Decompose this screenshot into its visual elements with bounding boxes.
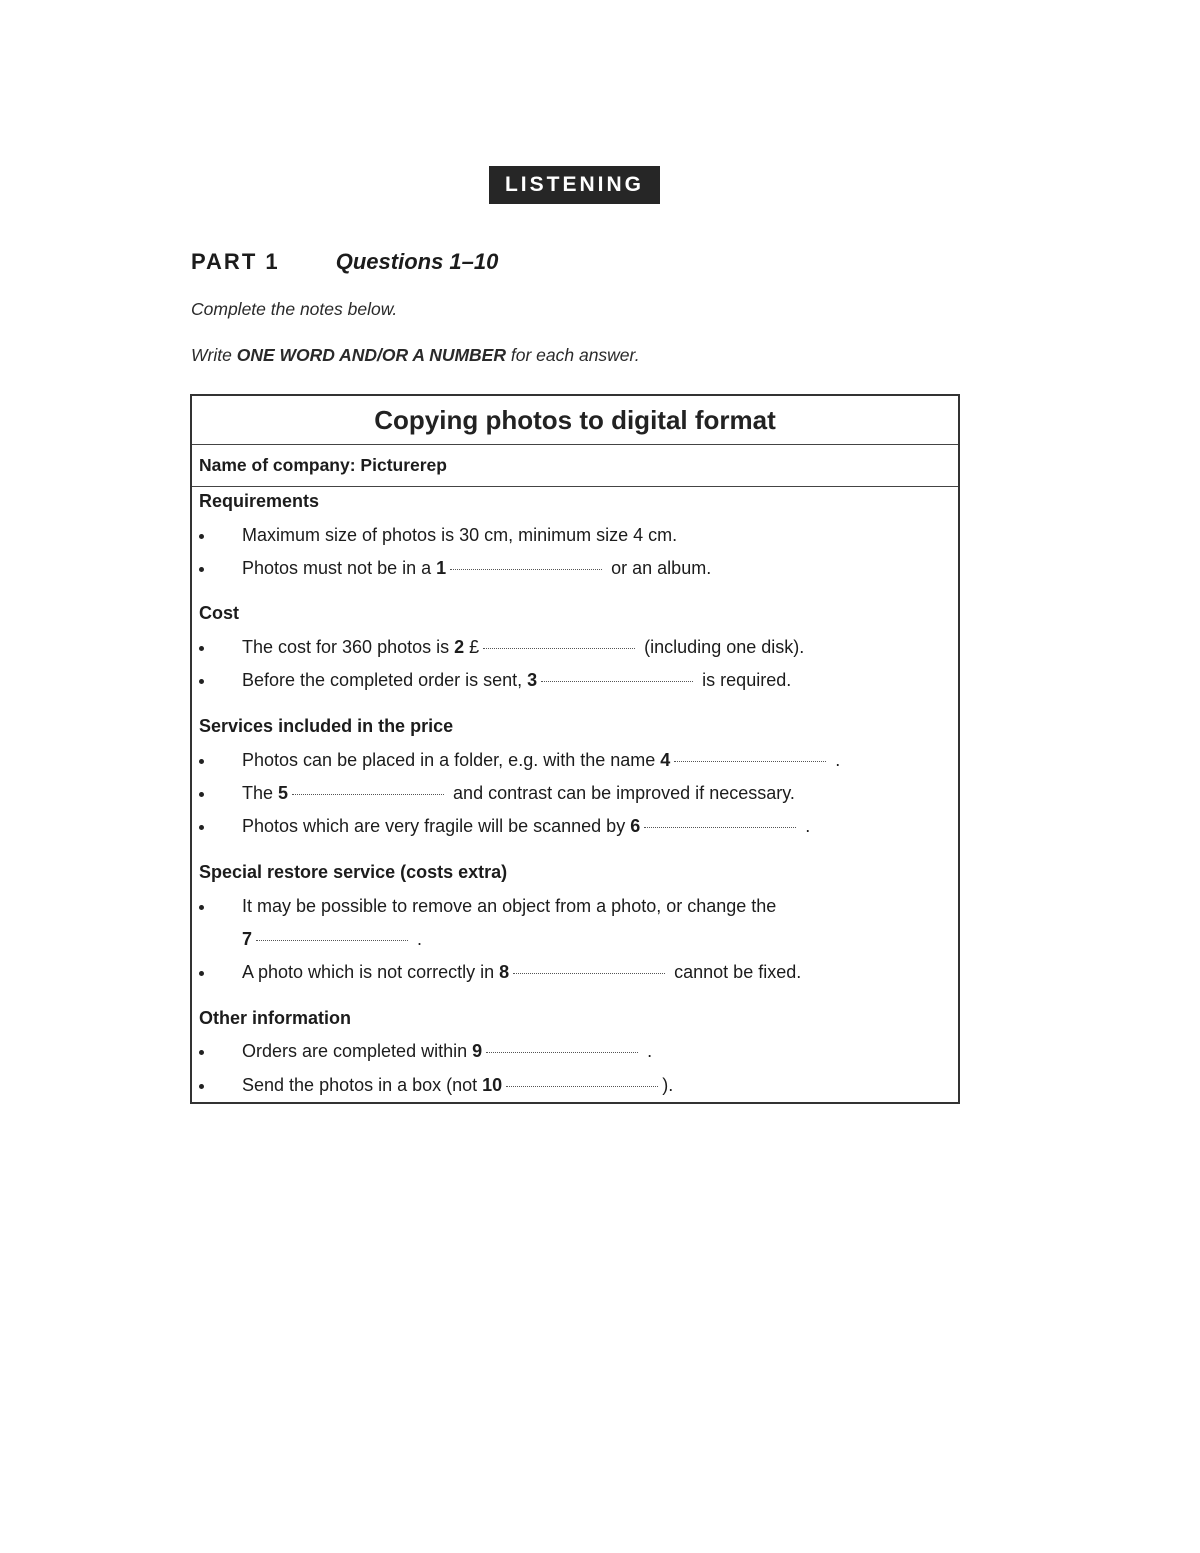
answer-blank-7[interactable] bbox=[256, 938, 408, 941]
bullet-icon bbox=[199, 646, 204, 651]
question-number: 5 bbox=[278, 783, 289, 803]
question-number: 6 bbox=[630, 816, 641, 836]
notes-title: Copying photos to digital format bbox=[192, 396, 958, 445]
section-heading-services: Services included in the price bbox=[199, 716, 454, 736]
bullet-icon bbox=[199, 971, 204, 976]
bullet-icon bbox=[199, 1050, 204, 1055]
bullet-icon bbox=[199, 1084, 204, 1089]
answer-blank-1[interactable] bbox=[450, 567, 602, 570]
question-number: 9 bbox=[472, 1041, 483, 1061]
question-number: 4 bbox=[660, 750, 671, 770]
question-number: 2 bbox=[454, 637, 465, 657]
section-heading-requirements: Requirements bbox=[199, 491, 320, 511]
bullet-icon bbox=[199, 825, 204, 830]
answer-blank-2[interactable] bbox=[483, 646, 635, 649]
answer-blank-10[interactable] bbox=[506, 1084, 658, 1087]
answer-blank-9[interactable] bbox=[486, 1050, 638, 1053]
bullet-icon bbox=[199, 792, 204, 797]
section-heading-restore: Special restore service (costs extra) bbox=[199, 862, 508, 882]
bullet-icon bbox=[199, 679, 204, 684]
part-label: PART 1 bbox=[191, 249, 280, 274]
question-number: 7 bbox=[242, 929, 253, 949]
answer-blank-3[interactable] bbox=[541, 679, 693, 682]
question-number: 10 bbox=[482, 1075, 503, 1095]
question-number: 1 bbox=[436, 558, 447, 578]
part-heading bbox=[191, 249, 498, 275]
bullet-icon bbox=[199, 534, 204, 539]
notes-box: Copying photos to digital format Name of company: Picturerep Requirements Maximum size of photos is 30 cm, minimum size 4 cm. Photos must not be in a 1 or an album. Cost The cost for 360 photos is 2 £ (including one disk). Before the completed order is sent, 3 is required. Services included in the price Photos can be placed in a folder, e.g. with the name 4 . The 5 and contrast can be improved if necessary. Photos which are very fragile will be scanned by 6 . Special restore service (costs extra) It may be possible to remove an object from a photo, or change the 7 . A photo which is not correctly in 8 cannot be fixed. Other information Orders are completed within 9 . Send the photos in a box (not 10 ). bbox=[190, 394, 960, 1104]
bullet-icon bbox=[199, 567, 204, 572]
questions-range: Questions 1–10 bbox=[335, 249, 499, 274]
answer-blank-5[interactable] bbox=[292, 792, 444, 795]
company-name: Name of company: Picturerep bbox=[192, 445, 958, 487]
section-badge: LISTENING bbox=[489, 166, 660, 204]
instruction-complete: Complete the notes below. bbox=[191, 299, 398, 319]
answer-blank-4[interactable] bbox=[674, 759, 826, 762]
bullet-icon bbox=[199, 905, 204, 910]
answer-blank-8[interactable] bbox=[513, 971, 665, 974]
section-heading-other: Other information bbox=[199, 1008, 351, 1028]
answer-blank-6[interactable] bbox=[644, 825, 796, 828]
section-heading-cost: Cost bbox=[199, 603, 239, 623]
bullet-icon bbox=[199, 759, 204, 764]
question-number: 3 bbox=[527, 670, 538, 690]
question-number: 8 bbox=[499, 962, 510, 982]
instruction-word-limit: Write ONE WORD AND/OR A NUMBER for each answer. bbox=[191, 345, 640, 365]
